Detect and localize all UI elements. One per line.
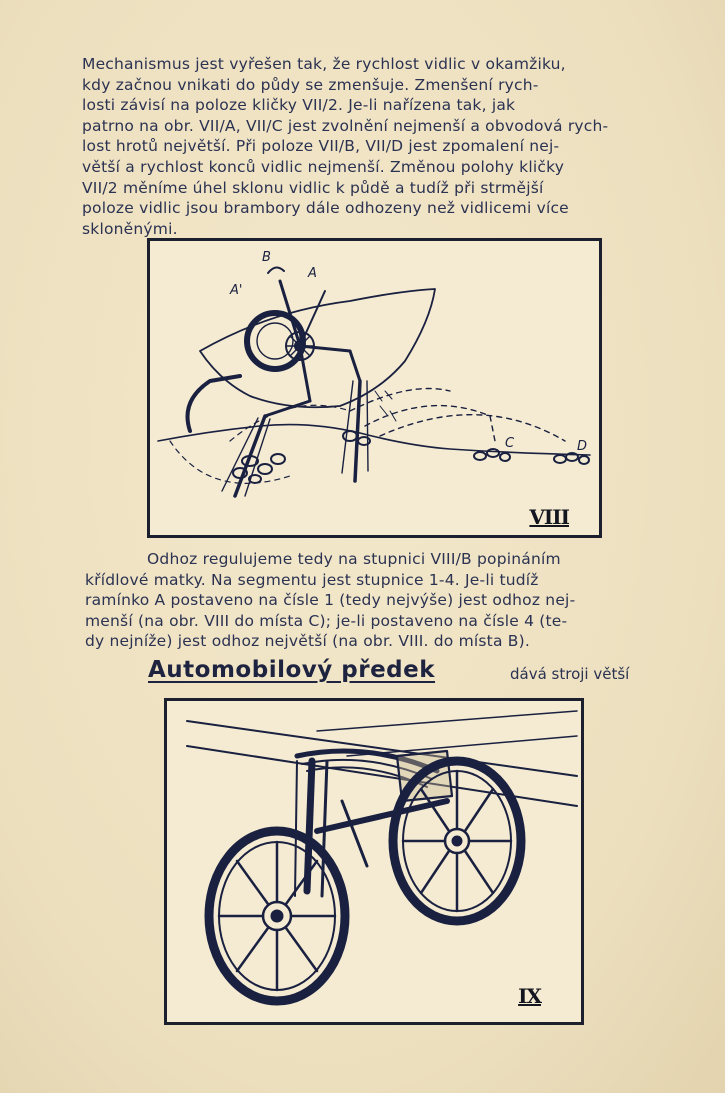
text-line: VII/2 měníme úhel sklonu vidlic k půdě a tudíž při strmější — [82, 178, 544, 197]
figure-number: VIII — [529, 505, 569, 529]
label-a: A — [308, 266, 317, 281]
text-line: patrno na obr. VII/A, VII/C jest zvolnění nejmenší a obvodová rych- — [82, 116, 609, 135]
section-heading: Automobilový předek — [148, 657, 436, 683]
paragraph-mechanism — [82, 54, 682, 239]
text-line: dy nejníže) jest odhoz největší (na obr. VIII. do místa B). — [85, 632, 530, 651]
text-line: kdy začnou vnikati do půdy se zmenšuje. Zmenšení rych- — [82, 75, 539, 94]
front-axle-illustration — [167, 701, 581, 1022]
heading-continuation-text: dává stroji větší — [510, 665, 630, 683]
text-line: lost hrotů největší. Při poloze VII/B, VII/D jest zpomalení nej- — [82, 137, 560, 156]
label-a-prime: A' — [230, 283, 243, 298]
label-c: C — [505, 436, 515, 451]
heading-row — [148, 657, 688, 693]
figure-viii-digger-mechanism — [147, 238, 602, 538]
text-line: menší (na obr. VIII do místa C); je-li postaveno na čísle 4 (te- — [85, 611, 568, 630]
text-line: křídlové matky. Na segmentu jest stupnice 1-4. Je-li tudíž — [85, 570, 539, 589]
figure-ix-automobile-front-axle — [164, 698, 584, 1025]
label-b: B — [262, 250, 271, 265]
text-line: poloze vidlic jsou brambory dále odhozeny než vidlicemi více — [82, 199, 569, 218]
figure-number: IX — [518, 984, 541, 1008]
text-line: ramínko A postaveno na čísle 1 (tedy nejvýše) jest odhoz nej- — [85, 591, 576, 610]
text-line: losti závisí na poloze kličky VII/2. Je-li nařízena tak, jak — [82, 96, 516, 115]
text-line: skloněnými. — [82, 219, 178, 238]
text-line: Mechanismus jest vyřešen tak, že rychlost vidlic v okamžiku, — [82, 55, 566, 73]
mechanism-illustration — [150, 241, 599, 535]
text-line: Odhoz regulujeme tedy na stupnici VIII/B popináním — [147, 550, 561, 568]
paragraph-regulation — [85, 549, 685, 652]
text-line: větší a rychlost konců vidlic nejmenší. Změnou polohy kličky — [82, 157, 565, 176]
label-d: D — [577, 439, 588, 454]
